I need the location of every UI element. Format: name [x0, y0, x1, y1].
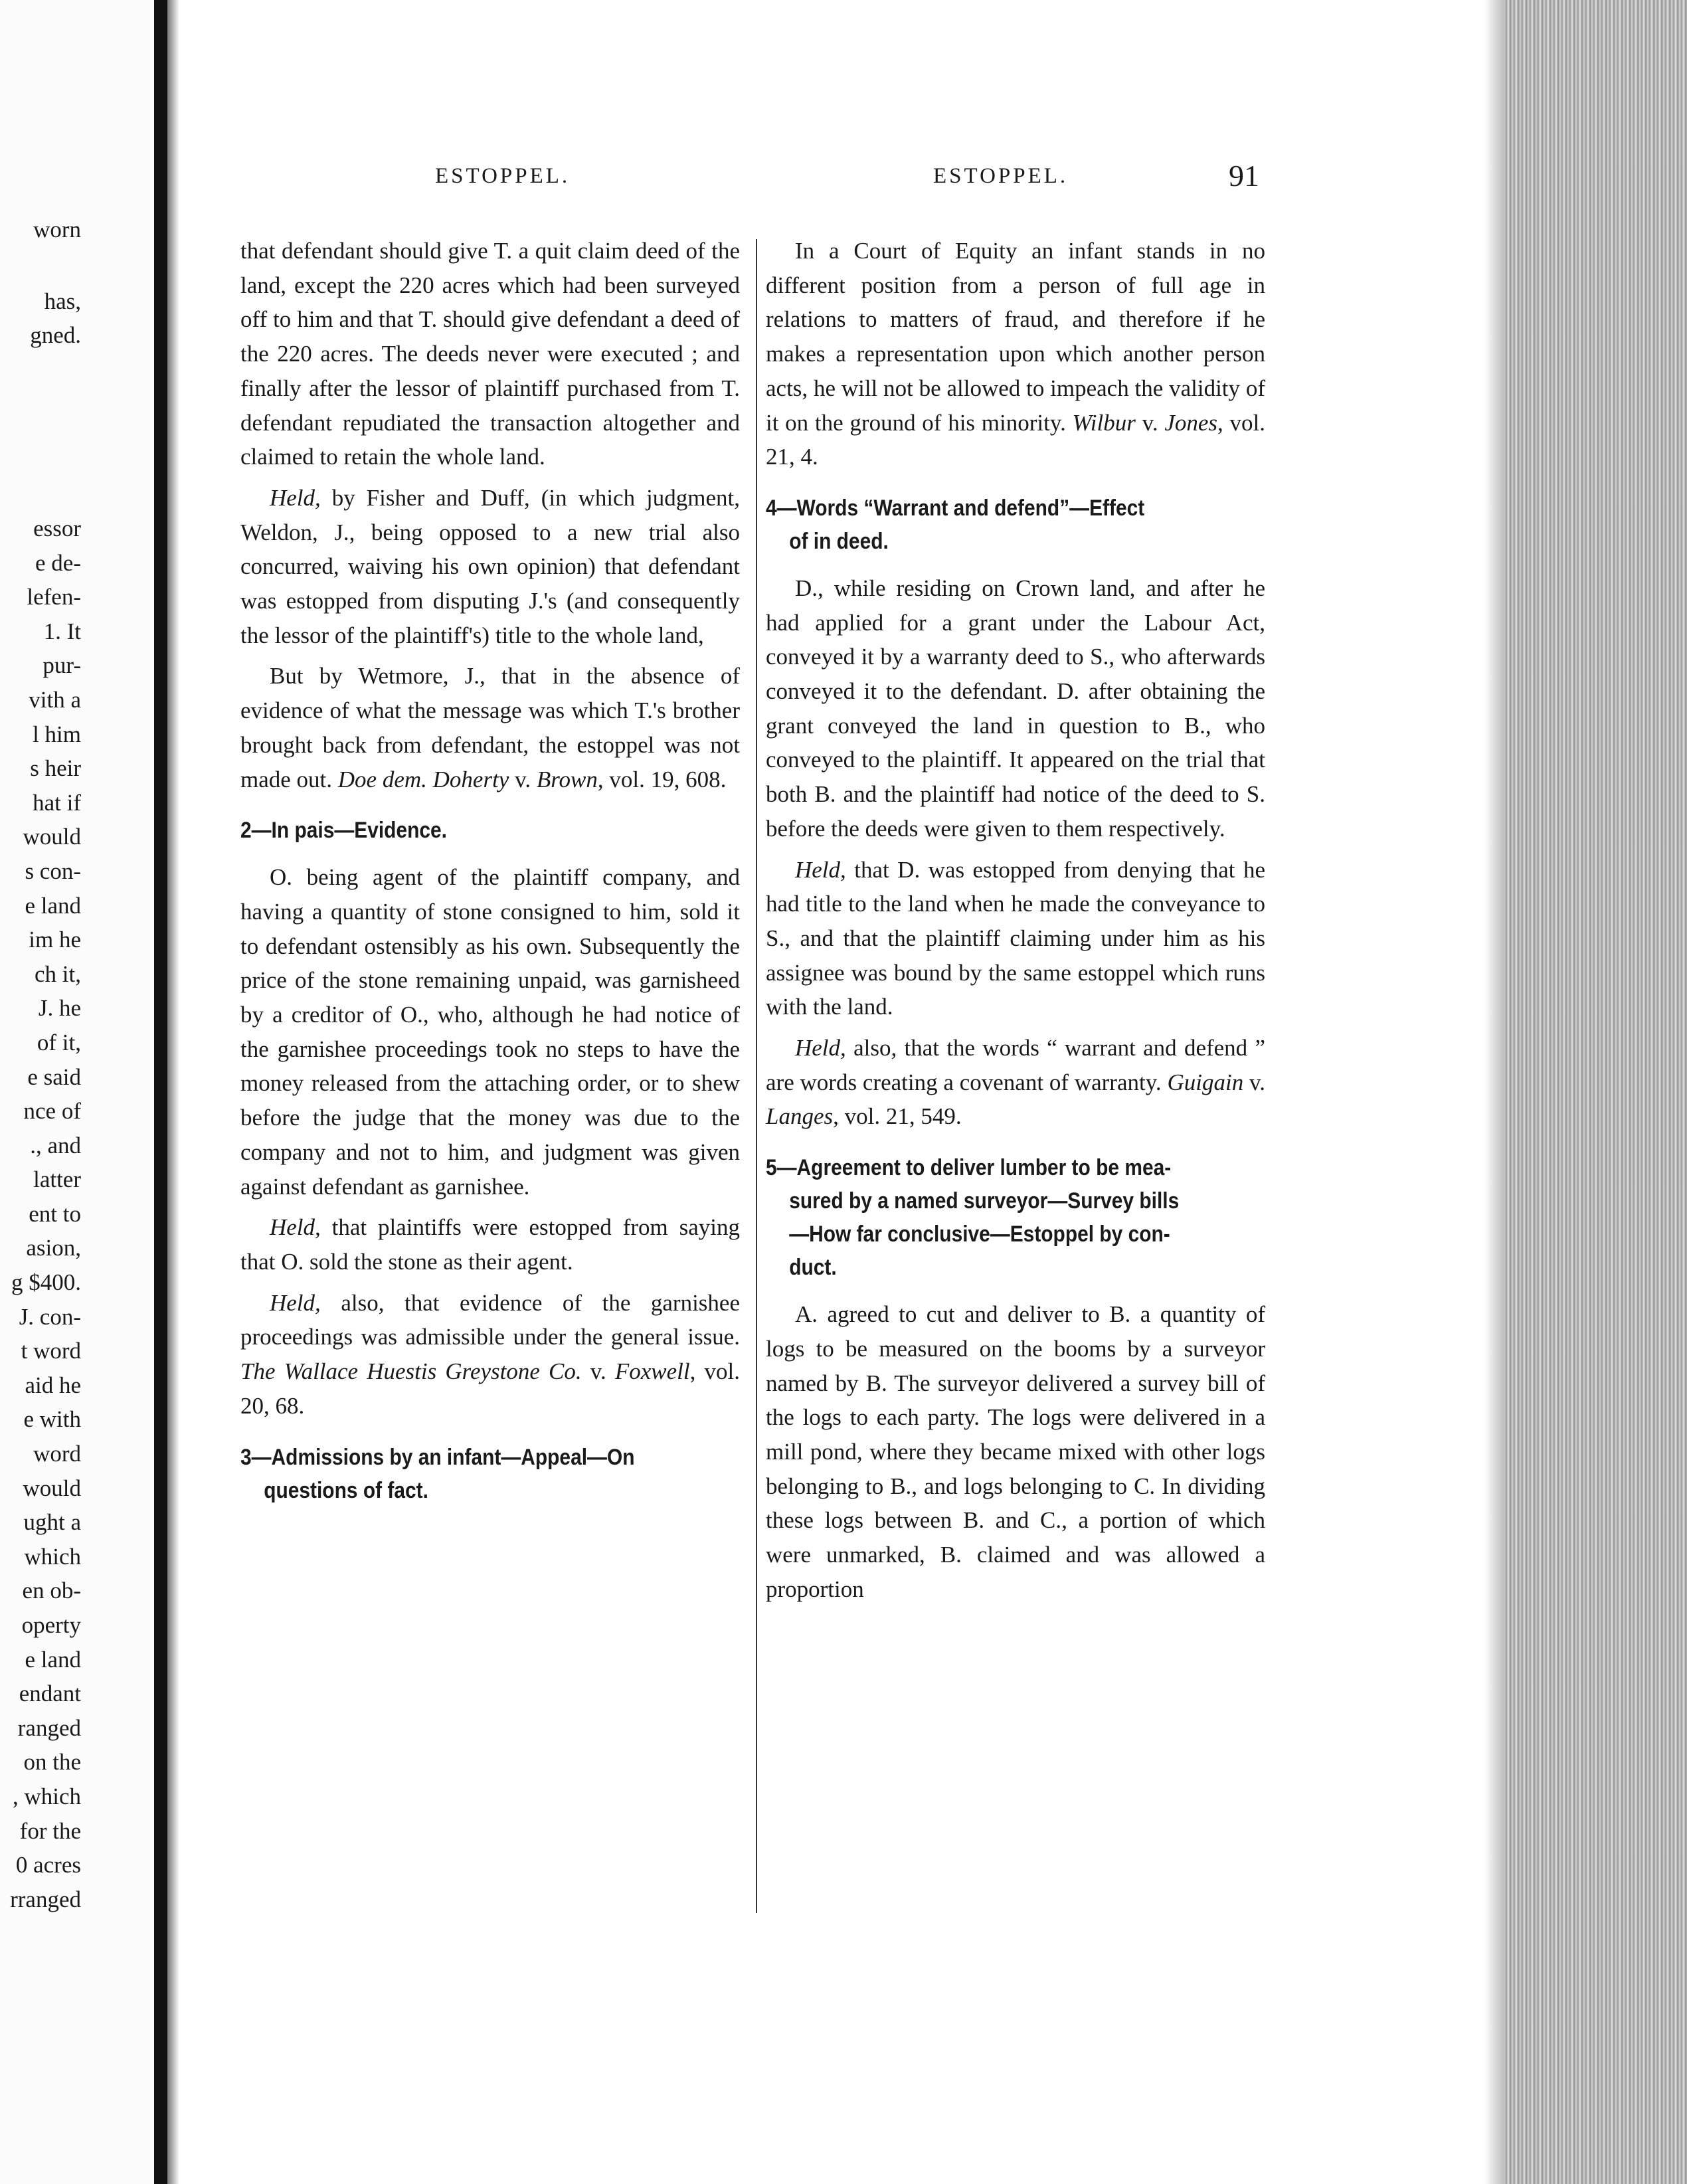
facing-text-fragment: would: [23, 824, 81, 850]
held-label: Held,: [270, 1214, 321, 1241]
paragraph: [766, 234, 1265, 474]
heading-line: 4—Words “Warrant and defend”—Effect: [766, 495, 1145, 521]
facing-text-fragment: has,: [44, 288, 81, 314]
paragraph: [766, 1031, 1265, 1134]
heading-line: sured by a named surveyor—Survey bills: [789, 1188, 1180, 1214]
facing-text-fragment: e said: [27, 1063, 81, 1090]
facing-text-fragment: J. he: [38, 995, 81, 1022]
facing-text-fragment: s con-: [25, 858, 81, 884]
column-divider: [756, 239, 757, 1913]
held-label: Held,: [795, 1035, 846, 1061]
section-heading: [766, 1151, 1264, 1284]
facing-text-fragment: ch it,: [35, 960, 81, 987]
facing-text-fragment: ., and: [30, 1132, 81, 1158]
facing-text-fragment: aid he: [25, 1372, 81, 1398]
facing-text-fragment: word: [33, 1441, 81, 1467]
facing-text-fragment: vith a: [29, 686, 81, 713]
right-column: [766, 234, 1265, 1613]
case-citation: Doe dem. Doherty: [337, 766, 509, 792]
heading-line: 3—Admissions by an infant—Appeal—On: [240, 1444, 635, 1470]
section-heading: [240, 1441, 739, 1507]
page-stack-edges: [1504, 0, 1687, 2184]
section-heading: 2—In pais—Evidence.: [240, 818, 447, 844]
facing-text-fragment: J. con-: [19, 1303, 81, 1330]
versus: v.: [1135, 409, 1165, 436]
heading-line: —How far conclusive—Estoppel by con-: [789, 1222, 1170, 1247]
facing-text-fragment: rranged: [10, 1886, 81, 1912]
facing-text-fragment: e land: [25, 892, 81, 919]
paragraph: A. agreed to cut and deliver to B. a quantity of logs to be measured on the booms by a surveyor named by B. The surveyor delivered a survey bill of the logs to each party. The logs were delivered in a mill pond, where they became mixed with other logs belonging to B., and logs belonging to C. In dividing these logs between B. and C., a portion of which were unmarked, B. claimed and was allowed a proportion: [766, 1301, 1265, 1602]
citation-volume: , vol. 20, 68.: [240, 1358, 740, 1419]
book-gutter: [154, 0, 167, 2184]
facing-text-fragment: pur-: [43, 652, 81, 679]
paragraph-text: by Fisher and Duff, (in which judgment, Weldon, J., being opposed to a new trial also concurred, waiving his own opinion) that defendant was estopped from disputing J.'s (and consequently the lessor of the plaintiff's) title to the whole land,: [240, 484, 740, 648]
page-number: 91: [1229, 159, 1259, 193]
facing-text-fragment: e de-: [35, 549, 81, 576]
facing-text-fragment: l him: [33, 721, 81, 747]
facing-text-fragment: 0 acres: [15, 1852, 81, 1878]
facing-text-fragment: im he: [29, 927, 81, 953]
facing-text-fragment: t word: [21, 1338, 81, 1364]
paragraph-text: But by Wetmore, J., that in the absence of evidence of what the message was which T.'s brother brought back from defendant, the estoppel was not made out.: [240, 663, 740, 792]
citation-volume: , vol. 21, 549.: [833, 1103, 962, 1130]
case-citation: Wilbur: [1072, 409, 1136, 436]
facing-text-fragment: asion,: [26, 1235, 81, 1261]
case-citation: The Wallace Huestis Greystone Co.: [240, 1358, 582, 1385]
facing-text-fragment: operty: [21, 1612, 81, 1638]
facing-text-fragment: e land: [25, 1646, 81, 1673]
paragraph: [240, 1286, 740, 1423]
facing-text-fragment: would: [23, 1475, 81, 1501]
facing-page-fragments-bottom: [0, 511, 81, 1916]
facing-text-fragment: for the: [19, 1817, 81, 1844]
section-heading: [766, 492, 1264, 558]
citation-volume: , vol. 19, 608.: [597, 766, 727, 792]
case-citation: Brown: [536, 766, 598, 792]
facing-text-fragment: , which: [12, 1783, 81, 1809]
case-citation: Guigain: [1167, 1069, 1244, 1095]
versus: v.: [1243, 1069, 1265, 1095]
running-header-left: ESTOPPEL.: [435, 164, 571, 188]
facing-text-fragment: g $400.: [11, 1269, 81, 1296]
page-edge-shadow: [1484, 0, 1504, 2184]
facing-text-fragment: latter: [33, 1166, 81, 1193]
facing-text-fragment: en ob-: [22, 1578, 81, 1604]
facing-text-fragment: on the: [23, 1749, 81, 1775]
paragraph: [240, 659, 740, 796]
versus: v.: [509, 766, 537, 792]
running-header-right: ESTOPPEL.: [933, 164, 1069, 188]
facing-text-fragment: s heir: [30, 755, 81, 782]
paragraph: O. being agent of the plaintiff company, and having a quantity of stone consigned to him, sold it to defendant ostensibly as his own. Subsequently the price of the stone remaining unpaid, was garnisheed by a creditor of O., who, although he had notice of the garnishee proceedings took no steps to have the money released from the attaching order, or to shew before the judge that the money was due to the company and not to him, and judgment was given against defendant as garnishee.: [240, 864, 740, 1200]
case-citation: Langes: [766, 1103, 834, 1130]
heading-line: 5—Agreement to deliver lumber to be mea-: [766, 1155, 1172, 1181]
heading-line: questions of fact.: [264, 1477, 428, 1503]
facing-text-fragment: gned.: [30, 322, 81, 349]
paragraph-text: also, that evidence of the garnishee proceedings was admissible under the general issue.: [240, 1289, 740, 1350]
left-column: [240, 234, 740, 1520]
heading-line: duct.: [789, 1255, 837, 1281]
held-label: Held,: [270, 484, 321, 511]
held-label: Held,: [795, 856, 846, 883]
citation-volume: , vol. 21, 4.: [766, 409, 1265, 470]
paragraph-text: In a Court of Equity an infant stands in no different position from a person of full age in relations to matters of fraud, and therefore if he makes a representation upon which another person acts, he will not be allowed to impeach the validity of it on the ground of his minority.: [766, 238, 1265, 436]
paragraph: [240, 481, 740, 653]
facing-text-fragment: of it,: [37, 1029, 81, 1055]
case-citation: Foxwell: [614, 1358, 690, 1385]
paragraph: [240, 1210, 740, 1279]
facing-page: [0, 0, 154, 2184]
facing-text-fragment: nce of: [23, 1098, 81, 1125]
facing-text-fragment: worn: [33, 217, 81, 242]
facing-text-fragment: 1. It: [43, 618, 81, 644]
facing-page-fragments-top: [0, 213, 81, 353]
heading-line: of in deed.: [789, 528, 889, 554]
paragraph-text: that D. was estopped from denying that he had title to the land when he made the conveyance to S., and that the plaintiff claiming under him as his assignee was bound by the same estoppel which runs with the land.: [766, 856, 1265, 1020]
paragraph: [766, 853, 1265, 1025]
facing-text-fragment: ent to: [29, 1200, 81, 1227]
paragraph: that defendant should give T. a quit claim deed of the land, except the 220 acres which had been surveyed off to him and that T. should give defendant a deed of the 220 acres. The deeds never were executed ; and finally after the lessor of plaintiff purchased from T. defendant repudiated the transaction altogether and claimed to retain the whole land.: [240, 238, 740, 470]
held-label: Held,: [270, 1289, 321, 1316]
paragraph: D., while residing on Crown land, and after he had applied for a grant under the Labour Act, conveyed it by a warranty deed to S., who afterwards conveyed it to the defendant. D. after obtaining the grant conveyed the land in question to B., who conveyed to the plaintiff. It appeared on the trial that both B. and the plaintiff had notice of the deed to S. before the deeds were given to them respectively.: [766, 575, 1265, 842]
facing-text-fragment: essor: [33, 515, 81, 541]
facing-text-fragment: endant: [19, 1681, 81, 1707]
case-citation: Jones: [1164, 409, 1218, 436]
gutter-shadow: [167, 0, 179, 2184]
facing-text-fragment: ranged: [17, 1714, 81, 1741]
facing-text-fragment: e with: [23, 1406, 81, 1433]
facing-text-fragment: ught a: [23, 1509, 81, 1536]
facing-text-fragment: which: [24, 1543, 81, 1570]
paragraph-text: also, that the words “ warrant and defend ” are words creating a covenant of warranty.: [766, 1035, 1265, 1095]
paragraph-text: that plaintiffs were estopped from saying that O. sold the stone as their agent.: [240, 1214, 740, 1275]
facing-text-fragment: hat if: [33, 789, 81, 816]
versus: v.: [581, 1358, 615, 1385]
facing-text-fragment: lefen-: [27, 584, 81, 610]
